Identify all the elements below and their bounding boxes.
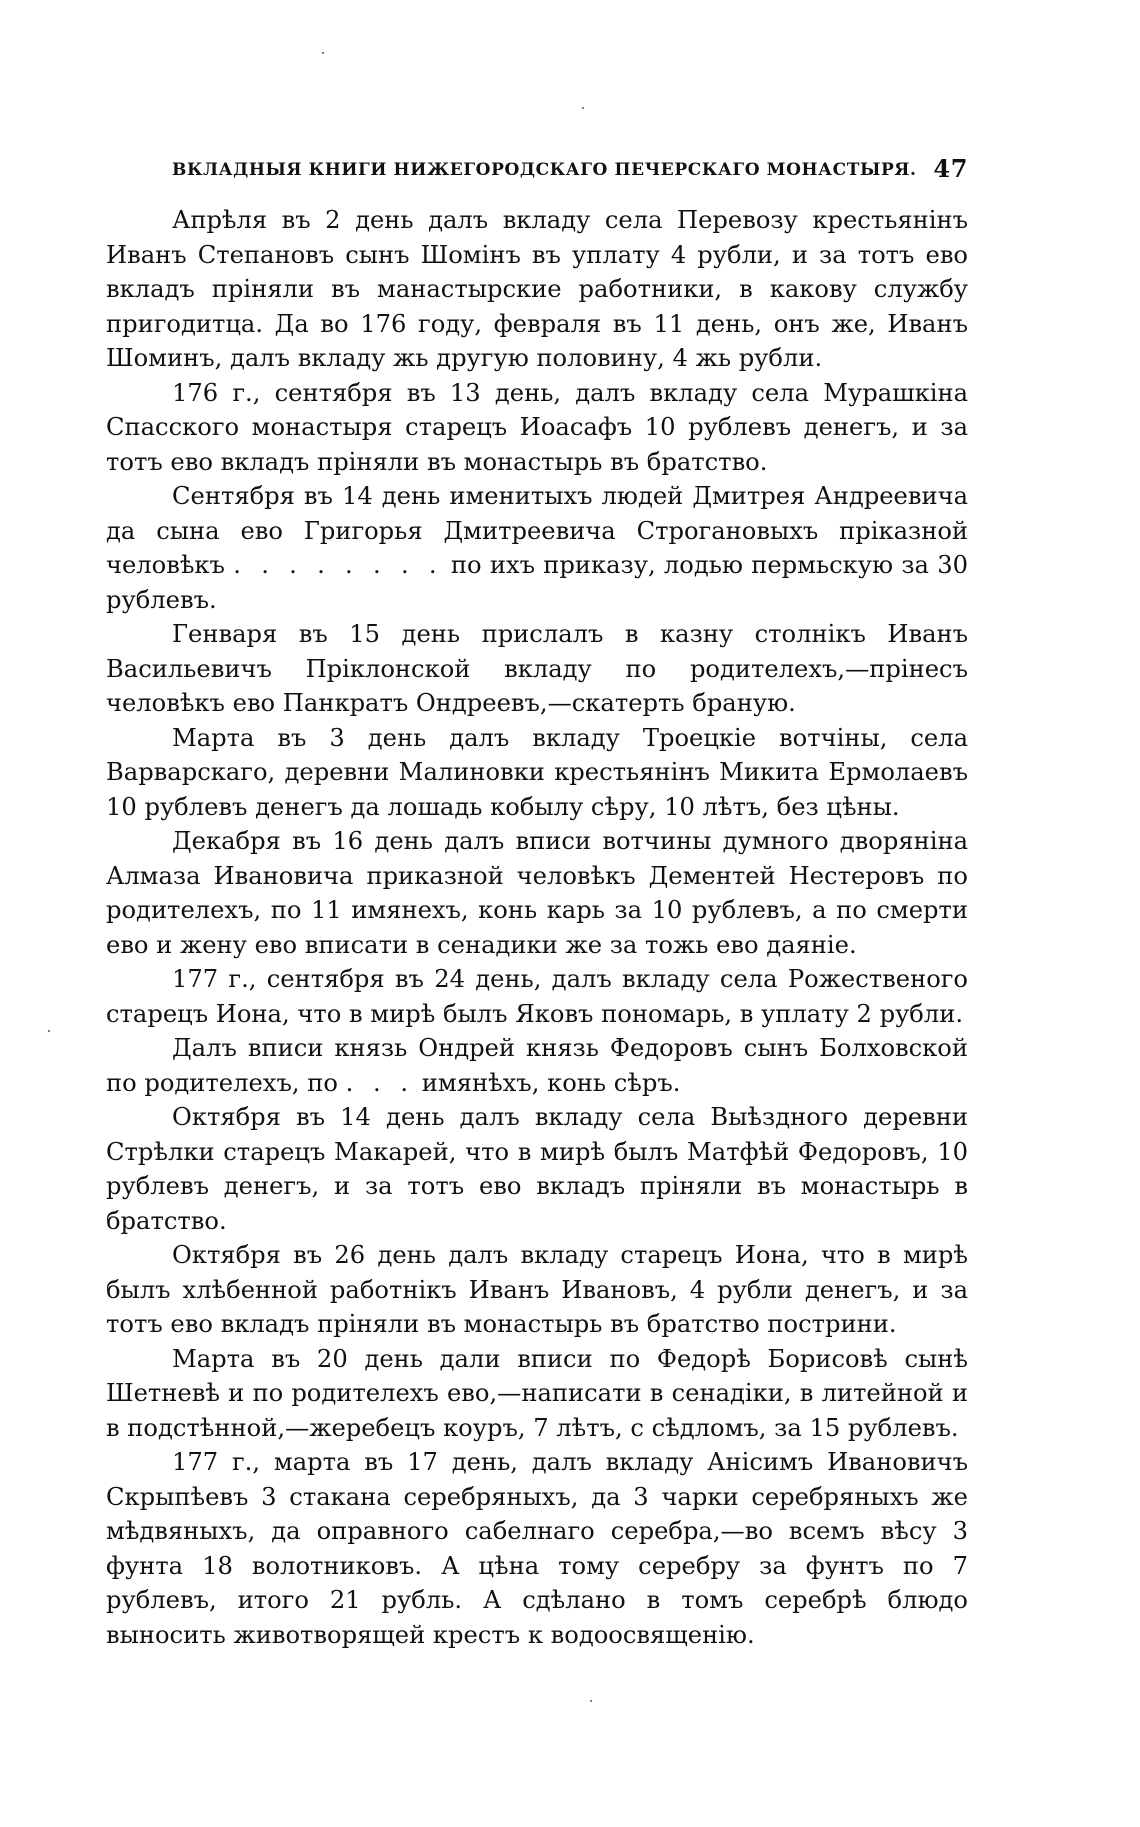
entry-paragraph: 177 г., сентября въ 24 день, далъ вкладу села Рожественого старецъ Иона, что в мирѣ былъ Яковъ пономарь, в уплату 2 рубли. xyxy=(106,965,968,1028)
entry-text: Далъ вписи князь Ондрей князь Федоровъ сынъ Болховской по родителехъ, по xyxy=(106,1034,968,1097)
scan-speck xyxy=(322,52,324,54)
entry-paragraph xyxy=(106,479,968,617)
entry-paragraph: 176 г., сентября въ 13 день, далъ вкладу села Мурашкіна Спасского монастыря старецъ Иоасафъ 10 рублевъ денегъ, и за тотъ ево вкладъ пріняли въ монастырь въ братство. xyxy=(106,378,968,476)
body-text xyxy=(106,203,968,1652)
ellipsis-dots: . . . xyxy=(345,1068,415,1097)
entry-paragraph: Марта въ 3 день далъ вкладу Троецкіе вотчіны, села Варварскаго, деревни Малиновки крестьянінъ Микита Ермолаевъ 10 рублевъ денегъ да лошадь кобылу сѣру, 10 лѣтъ, без цѣны. xyxy=(106,723,968,821)
scan-speck xyxy=(590,1700,592,1702)
entry-paragraph: Октября въ 14 день далъ вкладу села Выѣздного деревни Стрѣлки старецъ Макарей, что в мирѣ былъ Матфѣй Федоровъ, 10 рублевъ денегъ, и за тотъ ево вкладъ пріняли въ монастырь в братство. xyxy=(106,1103,968,1235)
entry-paragraph: Апрѣля въ 2 день далъ вкладу села Перевозу крестьянінъ Иванъ Степановъ сынъ Шомінъ въ уплату 4 рубли, и за тотъ ево вкладъ пріняли въ манастырские работники, в какову службу пригодитца. Да во 176 году, февраля въ 11 день, онъ же, Иванъ Шоминъ, далъ вкладу жь другую половину, 4 жь рубли. xyxy=(106,206,968,372)
entry-paragraph: 177 г., марта въ 17 день, далъ вкладу Анісимъ Ивановичъ Скрыпѣевъ 3 стакана серебряныхъ, да 3 чарки серебряныхъ же мѣдвяныхъ, да оправного сабелнаго серебра,—во всемъ вѣсу 3 фунта 18 волотниковъ. А цѣна тому серебру за фунтъ по 7 рублевъ, итого 21 рубль. А сдѣлано в томъ серебрѣ блюдо выносить животворящей крестъ к водоосвященію. xyxy=(106,1448,968,1649)
scan-speck xyxy=(582,107,584,109)
ellipsis-dots: . . . . . . . . xyxy=(233,551,443,579)
running-header xyxy=(172,156,968,186)
page-number: 47 xyxy=(933,154,968,183)
entry-paragraph: Октября въ 26 день далъ вкладу старецъ Иона, что в мирѣ былъ хлѣбенной работнікъ Иванъ Ивановъ, 4 рубли денегъ, и за тотъ ево вкладъ пріняли въ монастырь въ братство пострини. xyxy=(106,1241,968,1338)
scan-speck xyxy=(48,1030,50,1032)
entry-paragraph xyxy=(106,1031,968,1100)
entry-text: Сентября въ 14 день именитыхъ людей Дмитрея Андреевича да сына ево Григорья Дмитреевича Строгановыхъ пріказной человѣкъ xyxy=(106,482,968,579)
entry-text: имянѣхъ, конь сѣръ. xyxy=(421,1068,681,1097)
entry-text: по ихъ приказу, лодью пермьскую за 30 рублевъ. xyxy=(106,551,968,614)
header-title: ВКЛАДНЫЯ КНИГИ НИЖЕГОРОДСКАГО ПЕЧЕРСКАГО МОНАСТЫРЯ. xyxy=(172,160,917,180)
entry-paragraph: Генваря въ 15 день прислалъ в казну столнікъ Иванъ Васильевичъ Пріклонской вкладу по родителехъ,—прінесъ человѣкъ ево Панкратъ Ондреевъ,—скатерть браную. xyxy=(106,620,968,717)
entry-paragraph: Марта въ 20 день дали вписи по Федорѣ Борисовѣ сынѣ Шетневѣ и по родителехъ ево,—написати в сенадіки, в литейной и в подстѣнной,—жеребецъ коуръ, 7 лѣтъ, с сѣдломъ, за 15 рублевъ. xyxy=(106,1344,968,1442)
entry-paragraph: Декабря въ 16 день далъ вписи вотчины думного дворяніна Алмаза Ивановича приказной человѣкъ Дементей Нестеровъ по родителехъ, по 11 имянехъ, конь карь за 10 рублевъ, а по смерти ево и жену ево вписати в сенадики же за тожь ево даяніе. xyxy=(106,827,968,959)
